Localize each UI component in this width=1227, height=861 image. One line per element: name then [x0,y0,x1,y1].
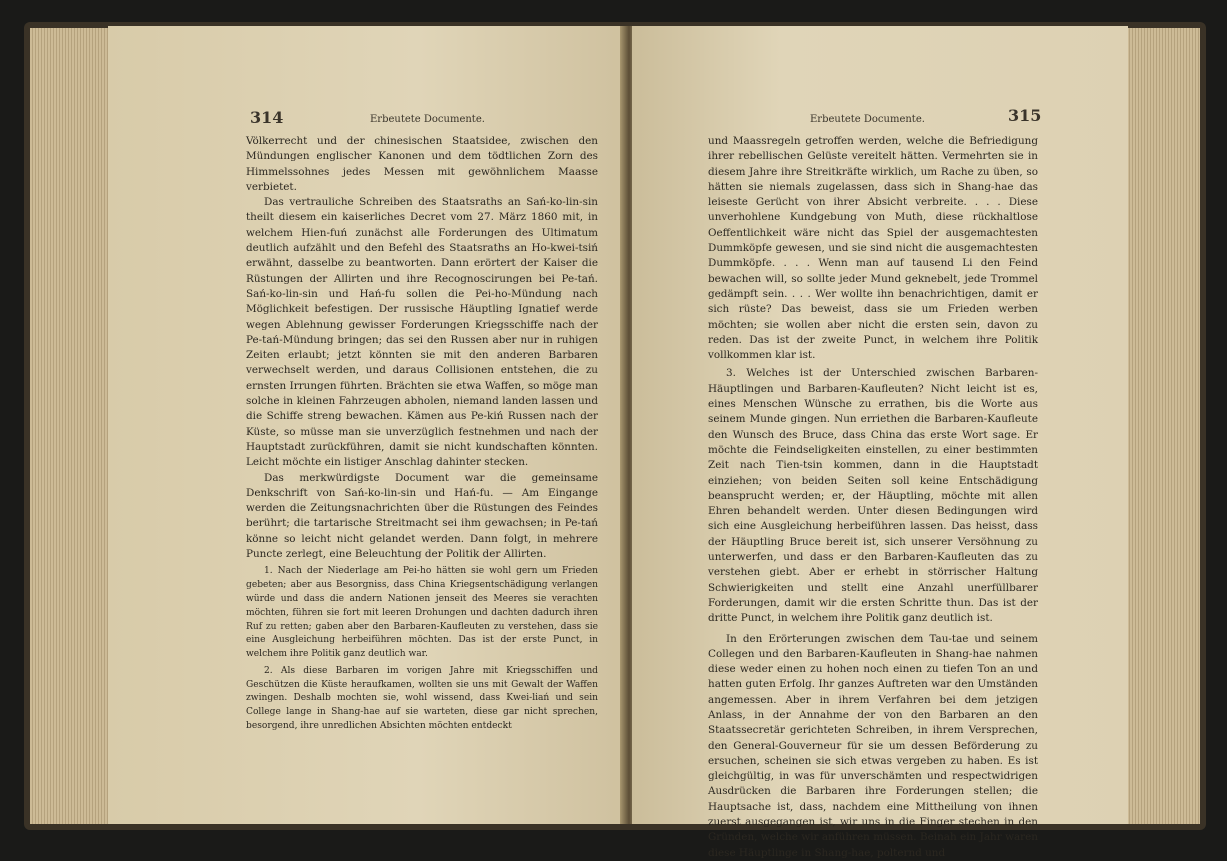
paragraph: Das merkwürdigste Document war die gemeinsame Denkschrift von Sań-ko-lin-sin und Hań-fu. — Am Eingange werden die Zeitungsnachrichten über die Rüstungen des Feindes berührt; die tartarische Streitmacht sei ihm gewachsen; in Pe-tań könne so leicht nicht gelandet werden. Dann folgt, in mehrere Puncte zerlegt, eine Beleuchtung der Politik der Allirten. [246,471,598,561]
left-page [108,26,626,824]
paragraph: 3. Welches ist der Unterschied zwischen Barbaren-Häuptlingen und Barbaren-Kaufleuten? Nicht leicht ist es, eines Menschen Wünsche zu errathen, bis die Worte aus seinem Munde gingen. Nun erriethen die Barbaren-Kaufleute den Wunsch des Bruce, dass China das erste Wort sage. Er möchte die Feindseligkeiten einstellen, zu einer bestimmten Zeit nach Tien-tsin kommen, dann in die Hauptstadt einziehen; von beiden Seiten soll keine Entschädigung beansprucht werden; er, der Häuptling, möchte mit allen Ehren behandelt werden. Unter diesen Bedingungen wird sich eine Ausgleichung herbeiführen lassen. Das heisst, dass der Häuptling Bruce bereit ist, sich unserer Versöhnung zu unterwerfen, und dass er den Barbaren-Kaufleuten das zu verstehen giebt. Aber er erhebt in störrischer Haltung Schwierigkeiten und stellt eine Anzahl unerfüllbarer Forderungen, damit wir die ersten Schritte thun. Das ist der dritte Punct, in welchem ihre Politik ganz deutlich ist. [708,367,1038,625]
right-body [708,134,1038,861]
paragraph: In den Erörterungen zwischen dem Tau-tae und seinem Collegen und den Barbaren-Kaufleuten in Shang-hae nahmen diese weder einen zu hohen noch einen zu tiefen Ton an und hatten guten Erfolg. Ihr ganzes Auftreten war den Umständen angemessen. Aber in ihrem Verfahren bei dem jetzigen Anlass, in der Annahme der von den Barbaren an den Staatssecretär gerichteten Schreiben, in ihrem Versprechen, den General-Gouverneur für sie um dessen Beförderung zu ersuchen, scheinen sie sich etwas vergeben zu haben. Es ist gleichgültig, in was für unverschämten und respectwidrigen Ausdrücken die Barbaren ihre Forderungen stellen; die Hauptsache ist, dass, nachdem eine Mittheilung von ihnen zuerst ausgegangen ist, wir uns in die Finger stechen in den Gründen, welche wir anführen müssen. Beinah ein Jahr waren diese Häuptlinge in Shang-hae, polternd und [708,632,1038,859]
running-head-right: Erbeutete Documente. [810,114,925,125]
page-edges-right [1126,28,1200,824]
paragraph: und Maassregeln getroffen werden, welche die Befriedigung ihrer rebellischen Gelüste vereitelt hätten. Vermehrten sie in diesem Jahre ihre Streitkräfte wirklich, um Rache zu üben, so hätten sie niemals zugelassen, dass sich in Shang-hae das leiseste Gerücht von ihrer Absicht verbreite. . . . Diese unverhohlene Kundgebung von Muth, diese rückhaltlose Oeffentlichkeit wäre nicht das Spiel der ausgemachtesten Dummköpfe gewesen, und sie sind nicht die ausgemachtesten Dummköpfe. . . . Wenn man auf tausend Li den Feind bewachen will, so sollte jeder Mund geknebelt, jede Trommel gedämpft sein. . . . Wer wollte ihn benachrichtigen, damit er sich rüste? Das beweist, dass sie um Frieden werben möchten; sie wollen aber nicht die ersten sein, davon zu reden. Das ist der zweite Punct, in welchem ihre Politik vollkommen klar ist. [708,135,1038,362]
right-page [632,26,1128,859]
page-number-left: 314 [250,108,284,127]
numbered-point: 2. Als diese Barbaren im vorigen Jahre mit Kriegsschiffen und Geschützen die Küste heraufkamen, wollten sie uns mit Gewalt der Waffen zwingen. Deshalb mochten sie, wohl wissend, dass Kwei-liań und sein College lange in Shang-hae auf sie warteten, diese gar nicht sprechen, besorgend, ihre unredlichen Absichten möchten entdeckt [246,665,598,732]
paragraph: Völkerrecht und der chinesischen Staatsidee, zwischen den Mündungen englischer Kanonen und dem tödtlichen Zorn des Himmelssohnes jedes Messen mit gewöhnlichem Maasse verbietet. [246,135,598,193]
running-head-left: Erbeutete Documente. [370,114,485,125]
paragraph: Das vertrauliche Schreiben des Staatsraths an Sań-ko-lin-sin theilt diesem ein kaiserliches Decret vom 27. März 1860 mit, in welchem Hien-fuń zunächst alle Forderungen des Ultimatum deutlich aufzählt und den Befehl des Staatsraths an Ho-kwei-tsiń erwähnt, dasselbe zu beantworten. Dann erörtert der Kaiser die Rüstungen der Allirten und ihre Recognoscirungen bei Pe-tań. Sań-ko-lin-sin und Hań-fu sollen die Pei-ho-Mündung nach Möglichkeit befestigen. Der russische Häuptling Ignatief werde wegen Ablehnung gewisser Forderungen Kriegsschiffe nach der Pe-tań-Mündung bringen; das sei den Russen aber nur in ruhigen Zeiten erlaubt; jetzt könnten sie mit den anderen Barbaren verwechselt werden, und daraus Collisionen entstehen, die zu ernsten Irrungen führten. Brächten sie etwa Waffen, so möge man solche in kleinen Fahrzeugen abholen, niemand landen lassen und die Schiffe streng bewachen. Kämen aus Pe-kiń Russen nach der Küste, so müsse man sie unverzüglich festnehmen und nach der Hauptstadt zurückführen, damit sie nicht kundschaften könnten. Leicht möchte ein listiger Anschlag dahinter stecken. [246,196,598,469]
left-body [246,134,598,734]
page-edges-left [30,28,110,824]
page-number-right: 315 [1008,106,1042,125]
numbered-point: 1. Nach der Niederlage am Pei-ho hätten sie wohl gern um Frieden gebeten; aber aus Besorgniss, dass China Kriegsentschädigung verlangen würde und dass die andern Nationen jenseit des Meeres sie verachten möchten, führen sie fort mit leeren Drohungen und dachten dadurch ihren Ruf zu retten; gaben aber den Barbaren-Kaufleuten zu verstehen, dass sie eine Ausgleichung herbeiführen möchten. Das ist der erste Punct, in welchem ihre Politik ganz deutlich war. [246,566,598,660]
